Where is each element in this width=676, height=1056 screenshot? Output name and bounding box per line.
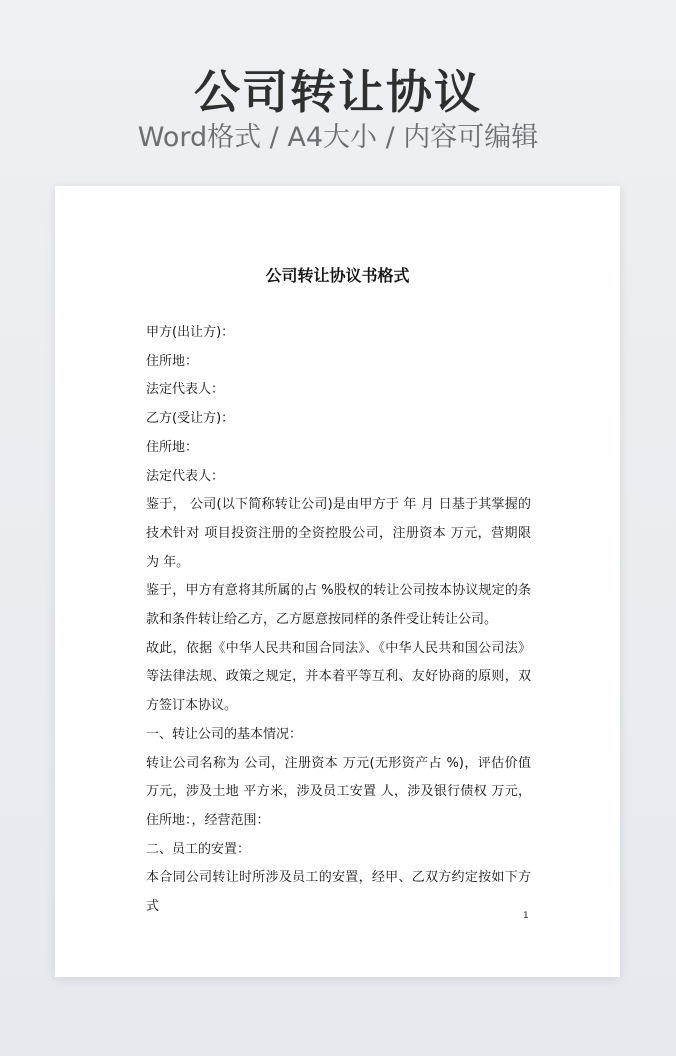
section-heading-1: 一、转让公司的基本情况： xyxy=(146,726,303,742)
document-body xyxy=(146,319,531,922)
paragraph-party-b: 乙方(受让方)： xyxy=(146,411,235,427)
page-title: 公司转让协议 xyxy=(194,65,482,119)
paragraph-party-b-address: 住所地： xyxy=(146,439,199,455)
page-number: 1 xyxy=(523,911,529,921)
paragraph-company-info: 转让公司名称为 公司，注册资本 万元(无形资产占 %)，评估价值 万元，涉及土地 平方米，涉及员工安置 人，涉及银行债权 万元，住所地：，经营范围： xyxy=(146,755,531,828)
paragraph-party-b-representative: 法定代表人： xyxy=(146,468,225,484)
document-page xyxy=(55,186,620,977)
section-heading-2: 二、员工的安置： xyxy=(146,841,251,857)
paragraph-staff: 本合同公司转让时所涉及员工的安置，经甲、乙双方约定按如下方式 xyxy=(146,870,531,915)
page-subtitle: Word格式 / A4大小 / 内容可编辑 xyxy=(137,122,539,153)
paragraph-recital-1: 鉴于， 公司(以下简称转让公司)是由甲方于 年 月 日基于其掌握的技术针对 项目投资注册的全资控股公司，注册资本 万元，营期限为 年。 xyxy=(146,497,531,570)
paragraph-party-a: 甲方(出让方)： xyxy=(146,325,235,340)
paragraph-recital-3: 故此，依据《中华人民共和国合同法》、《中华人民共和国公司法》等法律法规、政策之规定，并本着平等互利、友好协商的原则，双方签订本协议。 xyxy=(146,640,531,714)
document-title: 公司转让协议书格式 xyxy=(265,266,410,285)
paragraph-recital-2: 鉴于，甲方有意将其所属的占 %股权的转让公司按本协议规定的条款和条件转让给乙方，乙方愿意按同样的条件受让转让公司。 xyxy=(146,583,531,628)
paragraph-party-a-address: 住所地： xyxy=(146,353,199,369)
paragraph-party-a-representative: 法定代表人： xyxy=(146,382,225,398)
